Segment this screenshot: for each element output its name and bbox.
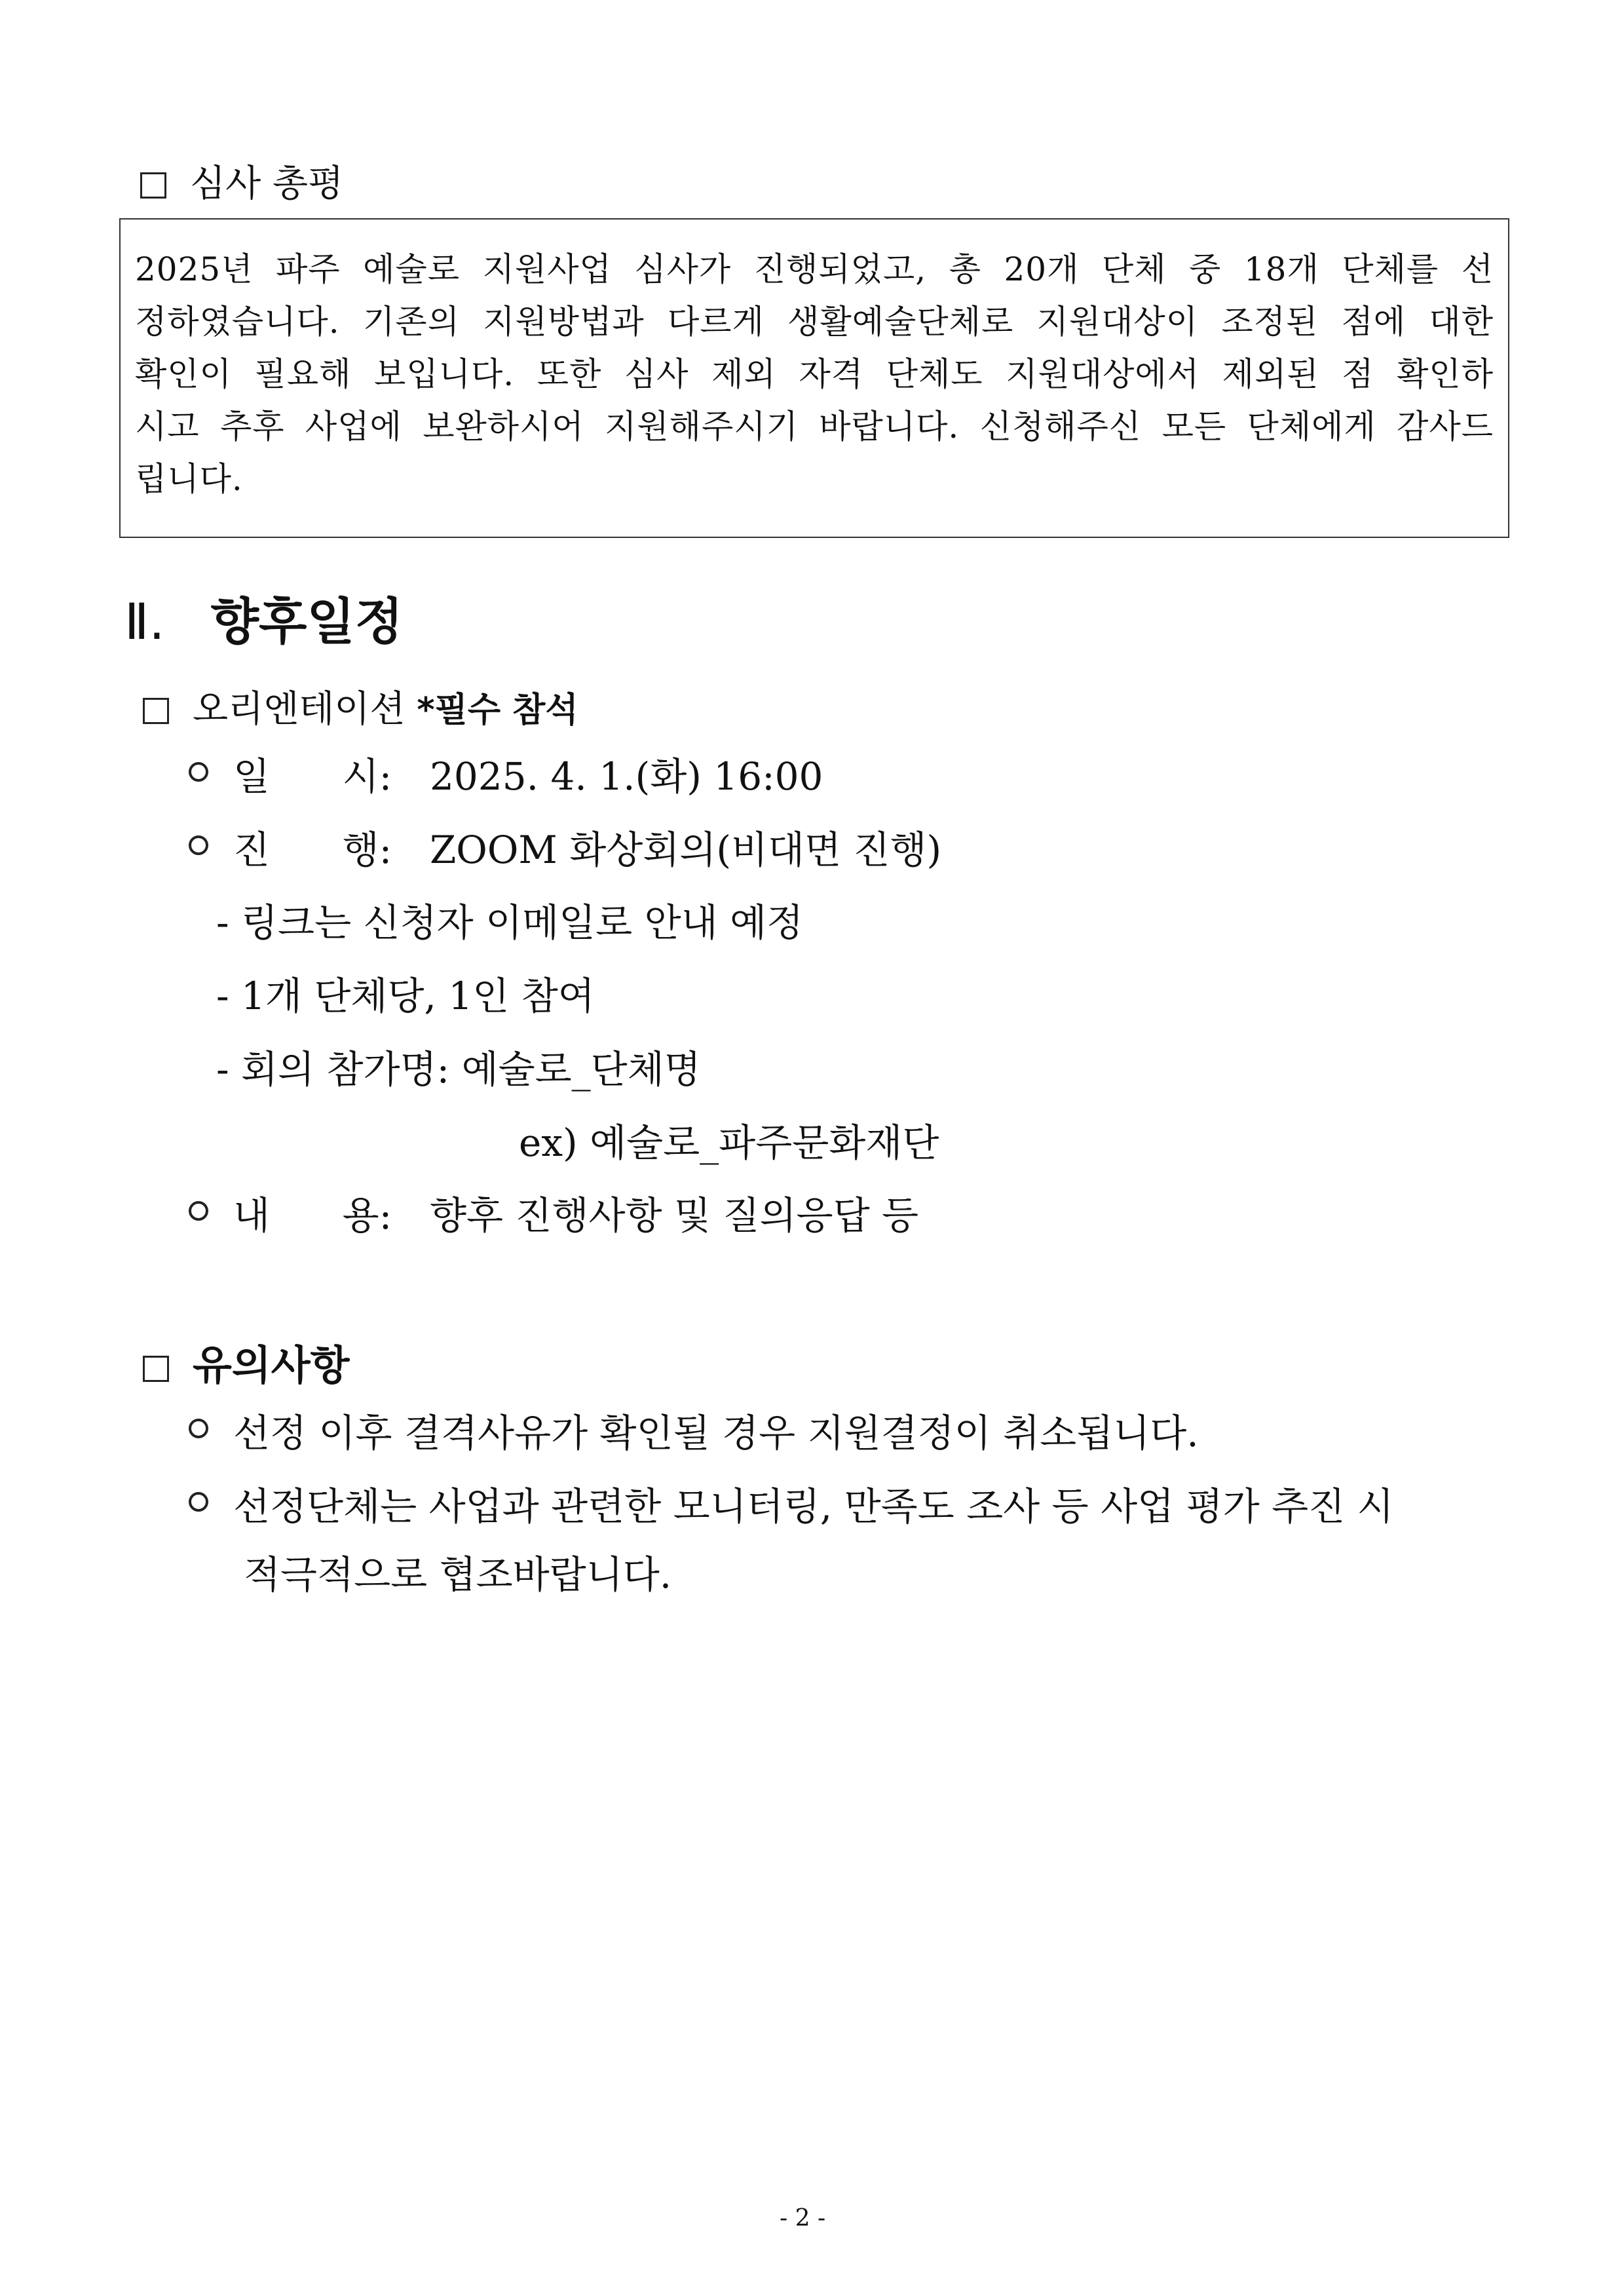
notice-title: 유의사항	[193, 1341, 350, 1389]
method-value: ZOOM 화상회의(비대면 진행)	[430, 828, 942, 872]
circle-bullet-icon	[189, 762, 208, 782]
notice-item	[189, 1402, 1199, 1457]
sub-item: - 회의 참가명: 예술로_단체명	[216, 1047, 701, 1092]
square-bullet-icon	[140, 172, 166, 199]
date-value: 2025. 4. 1.(화) 16:00	[430, 754, 823, 799]
notice-item-text: 선정단체는 사업과 관련한 모니터링, 만족도 조사 등 사업 평가 추진 시	[233, 1484, 1394, 1529]
orientation-heading	[143, 680, 578, 733]
notice-item-continuation: 적극적으로 협조바랍니다.	[244, 1552, 672, 1597]
method-label: 진 행:	[233, 828, 392, 872]
sub-item: - 1개 단체당, 1인 참여	[216, 974, 595, 1018]
circle-bullet-icon	[189, 1201, 208, 1221]
example-name: ex) 예술로_파주문화재단	[519, 1120, 939, 1165]
notice-item	[189, 1476, 1394, 1531]
orientation-content	[189, 1185, 918, 1240]
circle-bullet-icon	[189, 835, 208, 855]
orientation-date	[189, 746, 823, 801]
square-bullet-icon	[143, 698, 169, 724]
section-number: Ⅱ.	[124, 592, 165, 651]
section-heading-schedule	[124, 582, 403, 653]
orientation-title: 오리엔테이션	[193, 688, 406, 731]
notice-heading	[143, 1333, 350, 1391]
review-box	[119, 218, 1509, 538]
date-label: 일 시:	[233, 754, 392, 799]
page-number: - 2 -	[780, 2205, 826, 2232]
review-heading	[140, 155, 343, 207]
review-body: 2025년 파주 예술로 지원사업 심사가 진행되었고, 총 20개 단체 중 18개 단체를 선정하였습니다. 기존의 지원방법과 다르게 생활예술단체로 지원대상이 조정된 점에 대한 확인이 필요해 보입니다. 또한 심사 제외 자격 단체도 지원대상에서 제외된 점 확인하시고 추후 사업에 보완하시어 지원해주시기 바랍니다. 신청해주신 모든 단체에게 감사드립니다.	[135, 250, 1494, 498]
review-title: 심사 총평	[190, 163, 344, 205]
circle-bullet-icon	[189, 1492, 208, 1512]
orientation-method	[189, 819, 941, 874]
content-label: 내 용:	[233, 1193, 392, 1238]
circle-bullet-icon	[189, 1419, 208, 1438]
content-value: 향후 진행사항 및 질의응답 등	[430, 1193, 919, 1238]
section-title: 향후일정	[210, 592, 404, 651]
required-tag: *필수 참석	[417, 691, 578, 730]
notice-item-text: 선정 이후 결격사유가 확인될 경우 지원결정이 취소됩니다.	[233, 1411, 1199, 1455]
sub-item: - 링크는 신청자 이메일로 안내 예정	[216, 900, 804, 945]
square-bullet-icon	[143, 1356, 169, 1382]
